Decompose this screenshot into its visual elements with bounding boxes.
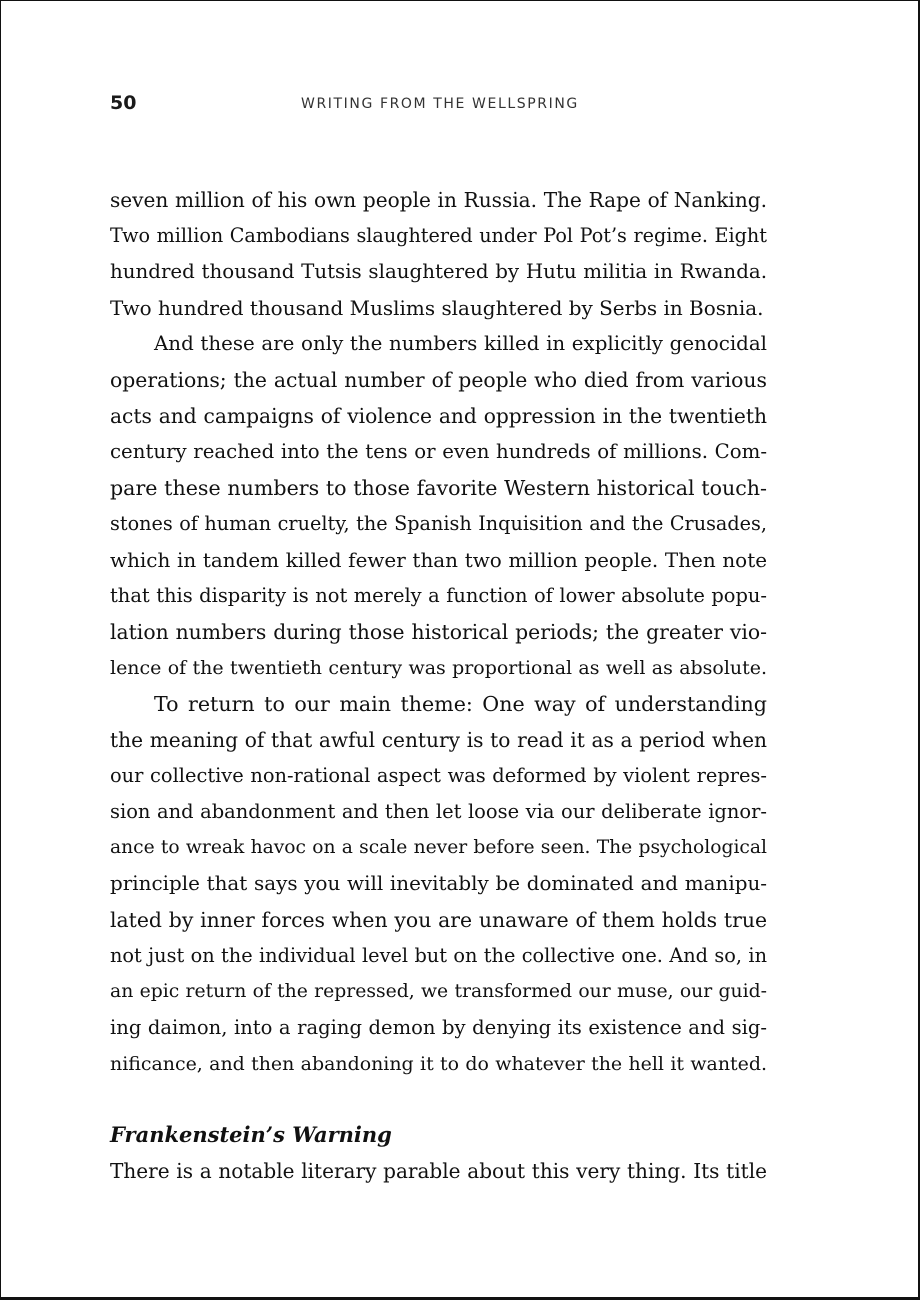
text-line: seven million of his own people in Russia. The Rape of Nanking. xyxy=(110,188,767,212)
section-text xyxy=(110,1153,767,1189)
text-line: To return to our main theme: One way of understanding xyxy=(154,692,767,716)
text-line: And these are only the numbers killed in explicitly genocidal xyxy=(154,332,767,355)
text-line: which in tandem killed fewer than two million people. Then note xyxy=(110,548,767,572)
text-line: not just on the individual level but on the collective one. And so, in xyxy=(110,944,767,967)
text-line: pare these numbers to those favorite Western historical touch- xyxy=(110,476,767,500)
text-line: operations; the actual number of people who died from various xyxy=(110,368,767,392)
text-line: sion and abandonment and then let loose via our deliberate ignor- xyxy=(110,800,767,823)
text-line: hundred thousand Tutsis slaughtered by Hutu militia in Rwanda. xyxy=(110,260,767,283)
text-line: our collective non-rational aspect was deformed by violent repres- xyxy=(110,764,767,787)
page-number: 50 xyxy=(110,92,137,114)
section-heading: Frankenstein’s Warning xyxy=(110,1122,392,1147)
text-line: ance to wreak havoc on a scale never before seen. The psychological xyxy=(110,837,767,858)
body-text xyxy=(110,182,767,1082)
text-line: lence of the twentieth century was proportional as well as absolute. xyxy=(110,657,767,679)
text-line: Two million Cambodians slaughtered under Pol Pot’s regime. Eight xyxy=(110,224,767,247)
text-line: stones of human cruelty, the Spanish Inquisition and the Crusades, xyxy=(110,512,767,535)
text-line: lation numbers during those historical periods; the greater vio- xyxy=(110,620,767,644)
text-line: Two hundred thousand Muslims slaughtered by Serbs in Bosnia. xyxy=(110,296,764,320)
text-line: acts and campaigns of violence and oppression in the twentieth xyxy=(110,404,767,428)
text-line: lated by inner forces when you are unaware of them holds true xyxy=(110,908,767,932)
text-line: an epic return of the repressed, we transformed our muse, our guid- xyxy=(110,981,767,1002)
text-line: century reached into the tens or even hundreds of millions. Com- xyxy=(110,440,767,463)
text-line: principle that says you will inevitably be dominated and manipu- xyxy=(110,872,767,895)
text-line: that this disparity is not merely a function of lower absolute popu- xyxy=(110,584,767,607)
text-line: There is a notable literary parable about this very thing. Its title xyxy=(110,1159,767,1183)
text-line: the meaning of that awful century is to read it as a period when xyxy=(110,728,767,752)
text-line: ing daimon, into a raging demon by denying its existence and sig- xyxy=(110,1016,767,1039)
running-head: WRITING FROM THE WELLSPRING xyxy=(301,96,579,112)
text-line: nificance, and then abandoning it to do whatever the hell it wanted. xyxy=(110,1053,767,1075)
